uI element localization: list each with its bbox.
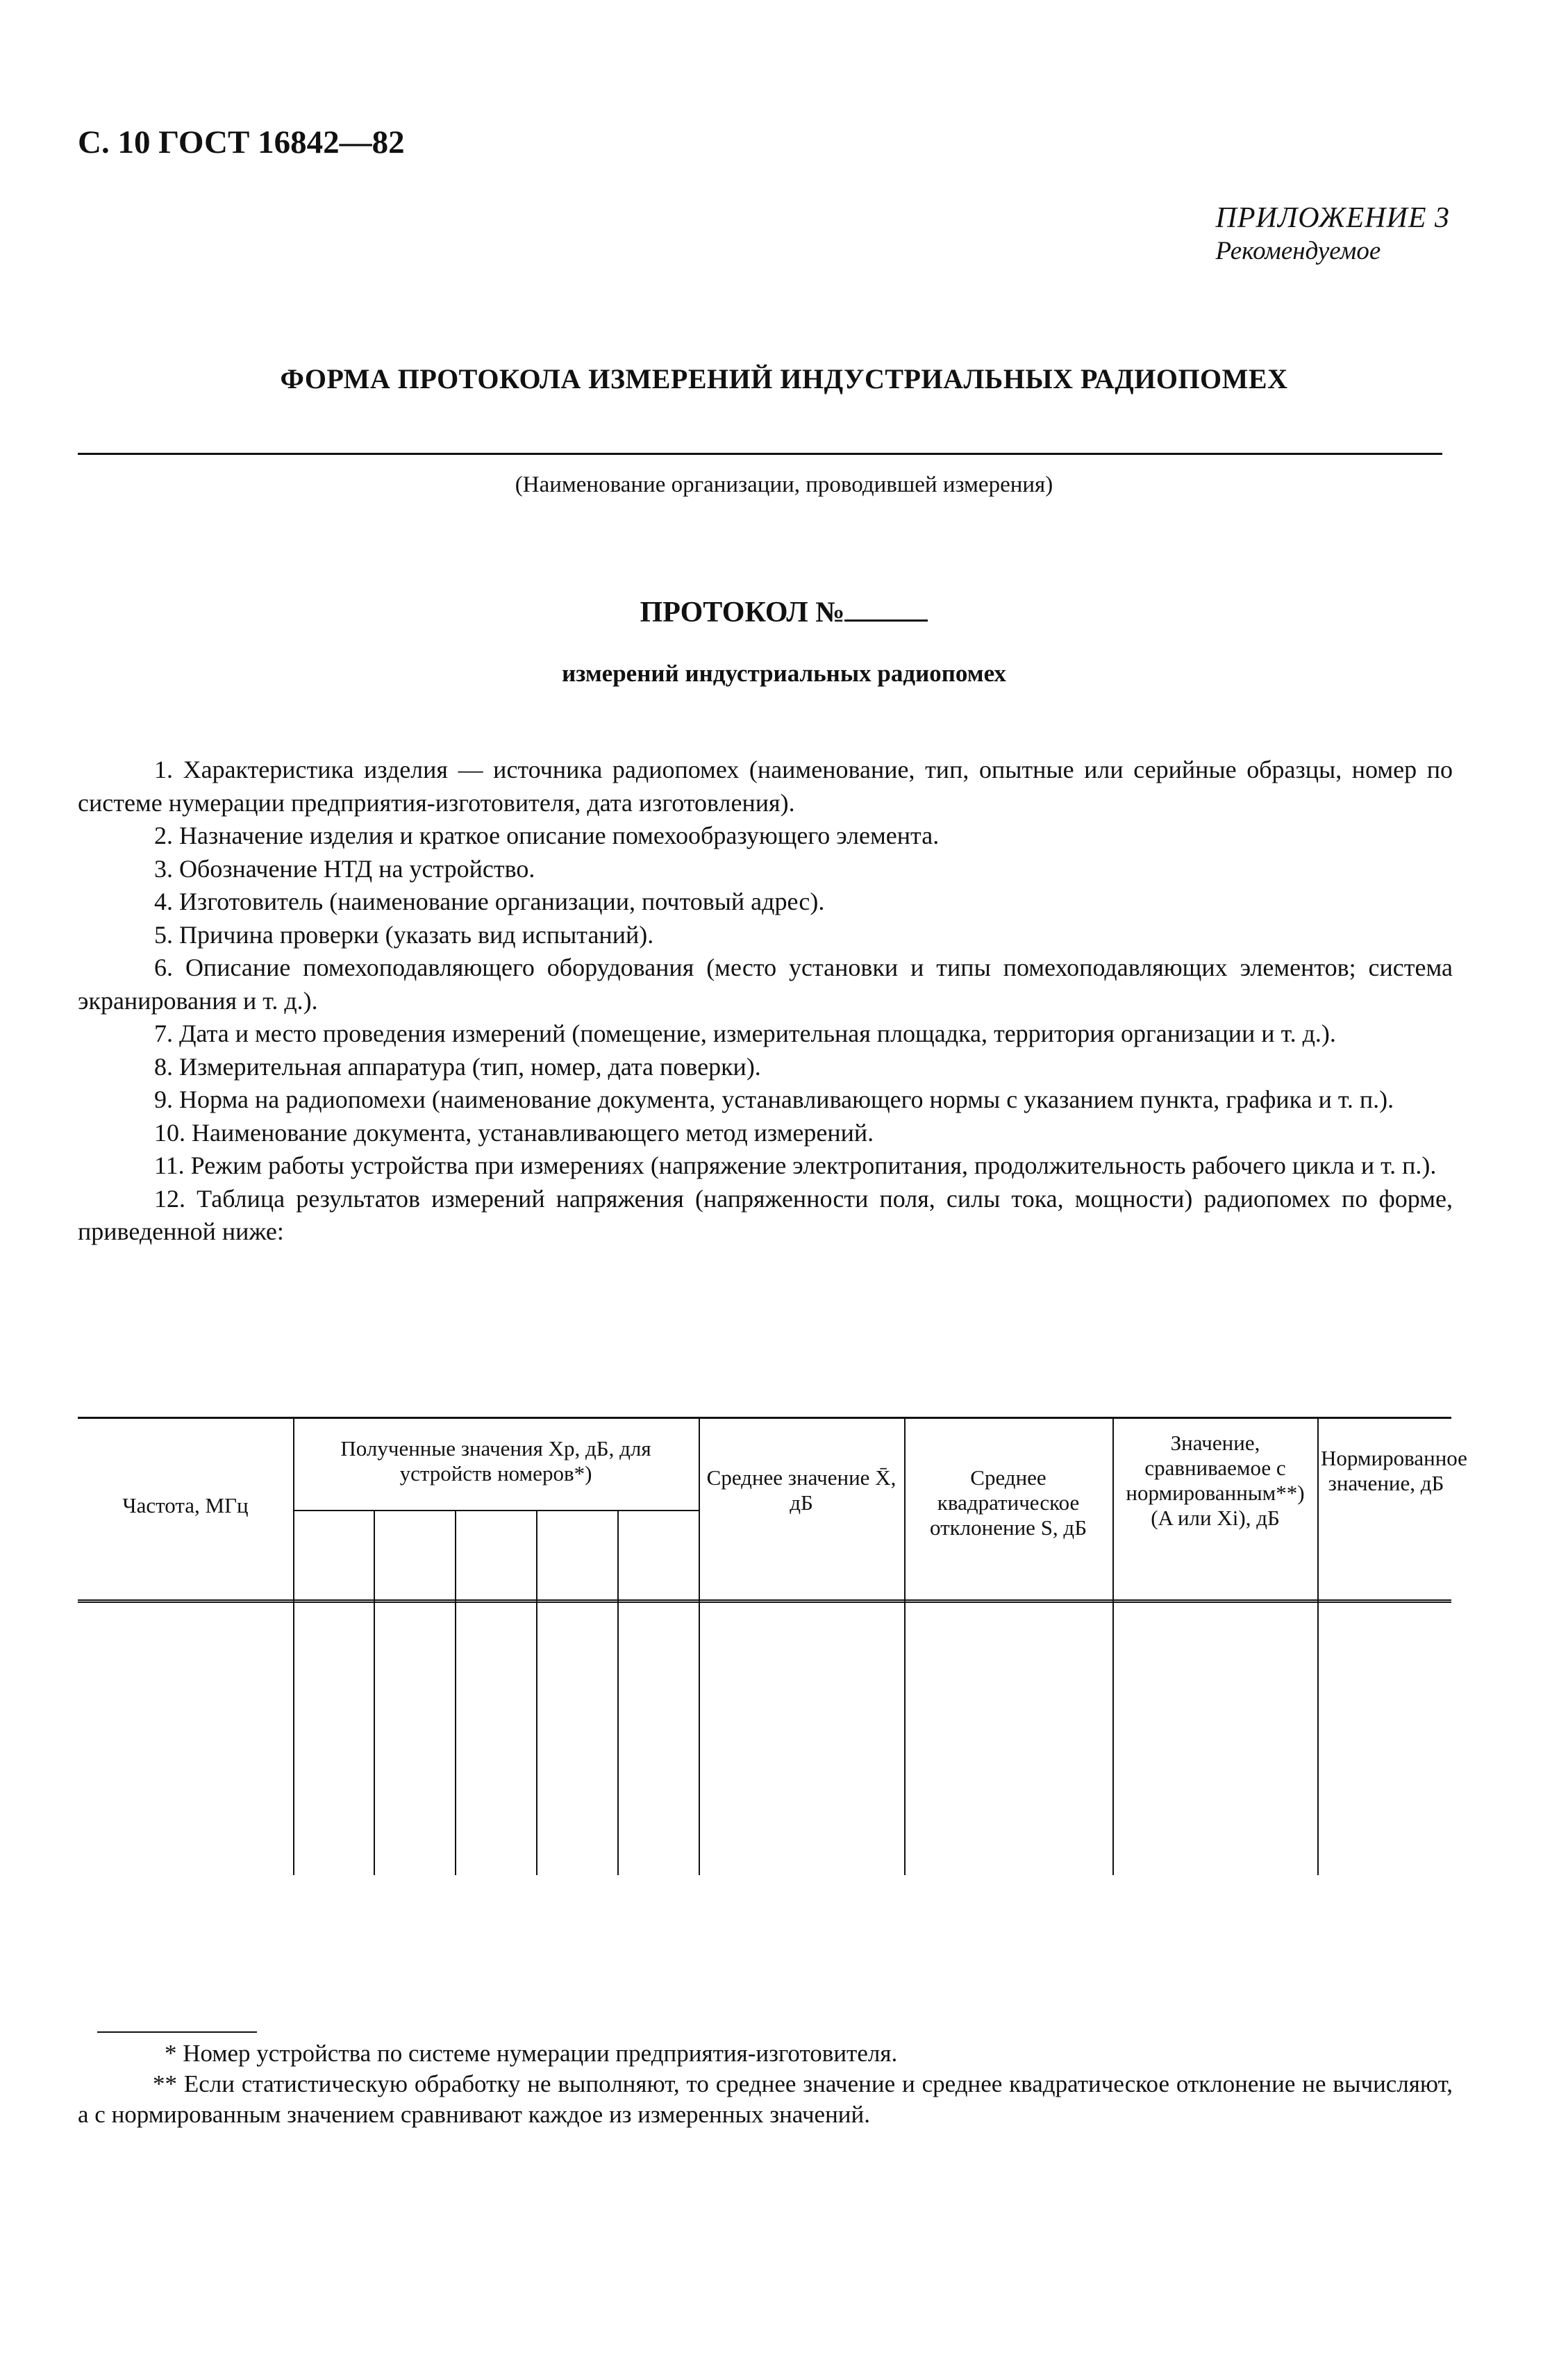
footnote-separator	[97, 2031, 257, 2033]
header-std-deviation: Среднее квадратическое отклонение S, дБ	[929, 1465, 1087, 1540]
protocol-heading	[0, 596, 1568, 629]
protocol-subtitle: измерений индустриальных радиопомех	[562, 660, 1006, 687]
column-divider	[1112, 1417, 1114, 1875]
document-title: ФОРМА ПРОТОКОЛА ИЗМЕРЕНИЙ ИНДУСТРИАЛЬНЫХ РАДИОПОМЕХ	[280, 363, 1288, 394]
header-frequency: Частота, МГц	[122, 1493, 249, 1517]
protocol-items-list	[78, 754, 1453, 1249]
table-header-rule	[78, 1599, 1451, 1606]
list-item: 8. Измерительная аппаратура (тип, номер, дата поверки).	[154, 1052, 761, 1081]
footnote: * Номер устройства по системе нумерации предприятия-изготовителя.	[165, 2040, 898, 2067]
footnotes	[78, 2038, 1453, 2130]
column-divider	[1317, 1417, 1319, 1875]
list-item: 3. Обозначение НТД на устройство.	[154, 854, 535, 883]
header-measured-values: Полученные значения Xр, дБ, для устройств номеров*)	[340, 1436, 651, 1486]
list-item: 6. Описание помехоподавляющего оборудования (место установки и типы помехоподавляющих элементов; система экранирования и т. д.).	[78, 954, 1453, 1015]
column-divider	[904, 1417, 906, 1875]
list-item: 7. Дата и место проведения измерений (помещение, измерительная площадка, территория организации и т. д.).	[154, 1020, 1336, 1047]
organization-caption: (Наименование организации, проводившей измерения)	[515, 472, 1053, 497]
list-item: 1. Характеристика изделия — источника радиопомех (наименование, тип, опытные или серийные образцы, номер по системе нумерации предприятия-изготовителя, дата изготовления).	[78, 756, 1453, 817]
device-column-divider	[455, 1510, 456, 1875]
list-item: 4. Изготовитель (наименование организации, почтовый адрес).	[154, 888, 825, 915]
list-item: 2. Назначение изделия и краткое описание помехообразующего элемента.	[154, 822, 940, 849]
header-mean-value: Среднее значение X̄, дБ	[706, 1465, 896, 1515]
list-item: 9. Норма на радиопомехи (наименование документа, устанавливающего нормы с указанием пункта, графика и т. п.).	[154, 1085, 1394, 1113]
device-column-divider	[536, 1510, 537, 1875]
appendix-number: ПРИЛОЖЕНИЕ 3	[1215, 202, 1450, 234]
list-item: 5. Причина проверки (указать вид испытаний).	[154, 920, 654, 949]
appendix-status: Рекомендуемое	[1215, 237, 1381, 265]
table-top-rule	[78, 1417, 1451, 1419]
device-column-divider	[617, 1510, 619, 1875]
column-divider	[293, 1417, 294, 1875]
protocol-number-blank	[844, 599, 928, 622]
page-header-code: С. 10 ГОСТ 16842—82	[78, 124, 405, 160]
footnote: ** Если статистическую обработку не выполняют, то среднее значение и среднее квадратическое отклонение не вычисляют, а с нормированным значением сравнивают каждое из измеренных значений.	[78, 2070, 1453, 2128]
organization-blank-line	[78, 453, 1442, 455]
results-table	[78, 1417, 1467, 1875]
column-divider	[699, 1417, 700, 1875]
list-item: 10. Наименование документа, устанавливающего метод измерений.	[154, 1118, 874, 1147]
header-norm-value: Нормированное значение, дБ	[1321, 1446, 1467, 1495]
appendix-label	[1216, 201, 1450, 266]
subheader-rule	[293, 1510, 699, 1511]
list-item: 11. Режим работы устройства при измерениях (напряжение электропитания, продолжительность рабочего цикла и т. п.).	[154, 1151, 1437, 1179]
protocol-label: ПРОТОКОЛ №	[640, 597, 845, 629]
device-column-divider	[374, 1510, 375, 1875]
header-compared-value: Значение, сравниваемое с нормированным**) (A или Xi), дБ	[1126, 1431, 1305, 1530]
list-item: 12. Таблица результатов измерений напряжения (напряженности поля, силы тока, мощности) радиопомех по форме, приведенной ниже:	[78, 1184, 1453, 1245]
